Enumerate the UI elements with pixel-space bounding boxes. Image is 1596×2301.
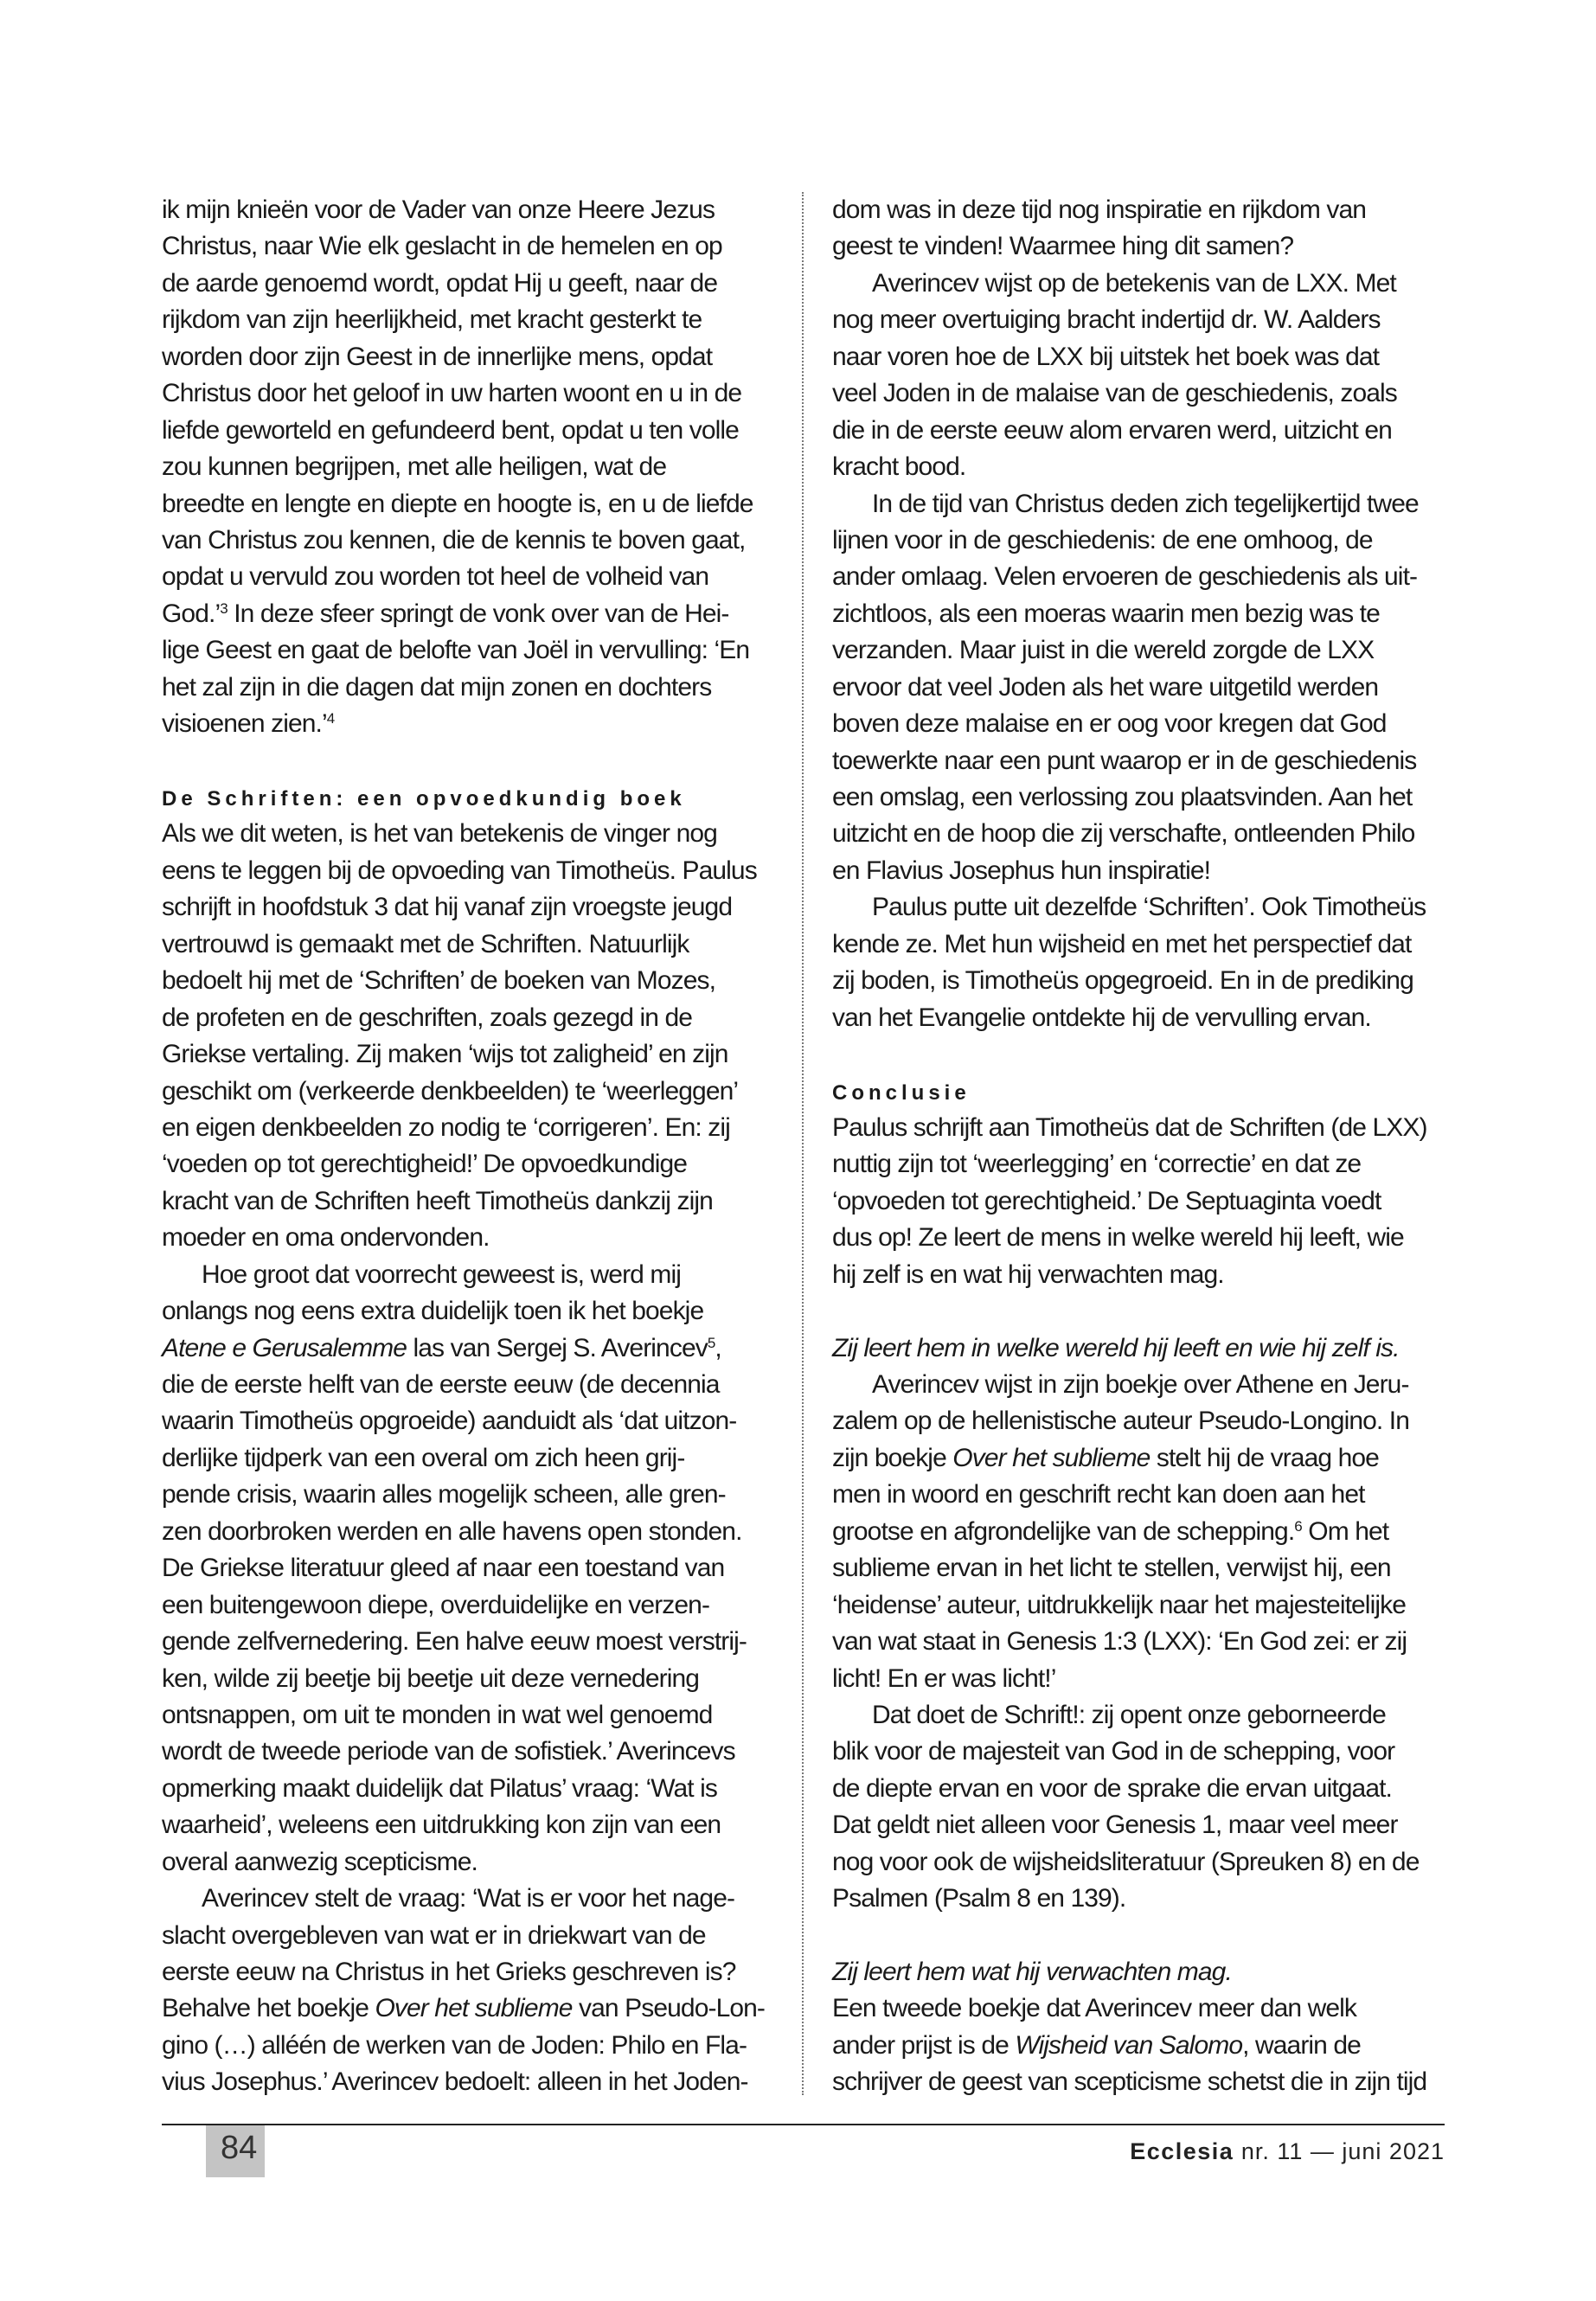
text-line	[832, 853, 1451, 889]
text-run: van Christus zou kennen, die de kennis te boven gaat,	[162, 525, 746, 554]
text-line	[162, 632, 780, 669]
text-line	[162, 2064, 780, 2100]
text-run: opmerking maakt duidelijk dat Pilatus’ vraag: ‘Wat is	[162, 1773, 718, 1803]
text-run: In de tijd van Christus deden zich tegelijkertijd twee	[872, 489, 1419, 518]
text-line	[832, 1734, 1451, 1770]
footnote-ref: 4	[326, 710, 335, 727]
text-run: men in woord en geschrift recht kan doen aan het	[832, 1480, 1365, 1509]
text-run: van het Evangelie ontdekte hij de vervulling ervan.	[832, 1003, 1371, 1032]
text-line	[832, 1661, 1451, 1697]
text-run: kende ze. Met hun wijsheid en met het perspectief dat	[832, 929, 1412, 958]
text-run: schrijver de geest van scepticisme schetst die in zijn tijd	[832, 2067, 1427, 2097]
text-line	[162, 1257, 780, 1293]
text-line	[832, 2064, 1451, 2100]
text-line	[832, 449, 1451, 485]
text-run: ‘opvoeden tot gerechtigheid.’ De Septuaginta voedt	[832, 1186, 1381, 1215]
text-run: lige Geest en gaat de belofte van Joël in vervulling: ‘En	[162, 636, 750, 665]
text-run: pende crisis, waarin alles mogelijk scheen, alle gren-	[162, 1480, 726, 1509]
text-run: een buitengewoon diepe, overduidelijke en verzen-	[162, 1590, 710, 1619]
text-run: Paulus putte uit dezelfde ‘Schriften’. Ook Timotheüs	[872, 893, 1426, 922]
text-line	[162, 596, 780, 632]
text-run: die in de eerste eeuw alom ervaren werd, uitzicht en	[832, 415, 1392, 445]
text-line	[832, 779, 1451, 816]
text-run: toewerkte naar een punt waarop er in de geschiedenis	[832, 746, 1417, 775]
text-line	[162, 559, 780, 595]
text-line	[162, 1330, 780, 1367]
text-line	[162, 228, 780, 265]
text-line	[162, 449, 780, 485]
italic-text: Zij leert hem in welke wereld hij leeft en wie hij zelf is.	[832, 1333, 1400, 1362]
text-line	[162, 413, 780, 449]
text-line	[832, 1881, 1451, 1917]
text-run: Christus, naar Wie elk geslacht in de hemelen en op	[162, 232, 722, 261]
footer-rule	[162, 2124, 1445, 2125]
text-run: het zal zijn in die dagen dat mijn zonen en dochters	[162, 672, 712, 702]
text-run: uitzicht en de hoop die zij verschafte, ontleenden Philo	[832, 819, 1415, 849]
text-line	[162, 1624, 780, 1660]
text-run: ander prijst is de	[832, 2030, 1016, 2060]
text-run: naar voren hoe de LXX bij uitstek het boek was dat	[832, 342, 1380, 371]
text-line	[162, 1881, 780, 1917]
text-line	[162, 1074, 780, 1110]
text-line	[162, 1734, 780, 1770]
heading-text: Conclusie	[832, 1080, 971, 1105]
text-line	[832, 1146, 1451, 1183]
text-run: moeder en oma ondervonden.	[162, 1223, 490, 1253]
text-line	[832, 192, 1451, 228]
text-line	[832, 1440, 1451, 1477]
text-line	[162, 1807, 780, 1843]
text-run: de aarde genoemd wordt, opdat Hij u geeft, naar de	[162, 268, 718, 298]
issue-info: nr. 11 — juni 2021	[1240, 2138, 1445, 2164]
text-line	[832, 1403, 1451, 1439]
text-run: de diepte ervan en voor de sprake die ervan uitgaat.	[832, 1773, 1392, 1803]
text-run: visioenen zien.’	[162, 709, 327, 739]
text-run: ‘voeden op tot gerechtigheid!’ De opvoedkundige	[162, 1150, 688, 1179]
text-run: wordt de tweede periode van de sofistiek.’ Averincevs	[162, 1737, 735, 1766]
text-line	[832, 1550, 1451, 1586]
text-run: Griekse vertaling. Zij maken ‘wijs tot zaligheid’ en zijn	[162, 1040, 728, 1069]
text-run: zou kunnen begrijpen, met alle heiligen, wat de	[162, 452, 667, 482]
text-line	[162, 1587, 780, 1624]
text-line	[832, 706, 1451, 742]
text-line	[832, 1918, 1451, 1954]
text-run: dus op! Ze leert de mens in welke wereld hij leeft, wie	[832, 1223, 1404, 1253]
text-line	[832, 596, 1451, 632]
text-run: kracht bood.	[832, 452, 966, 482]
text-run: Dat doet de Schrift!: zij opent onze geborneerde	[872, 1700, 1386, 1729]
text-line	[162, 1697, 780, 1734]
section-heading	[832, 1074, 1451, 1110]
text-line	[832, 413, 1451, 449]
text-run: een omslag, een verlossing zou plaatsvinden. Aan het	[832, 783, 1413, 811]
text-line	[162, 1550, 780, 1586]
text-run: grootse en afgrondelijke van de schepping.	[832, 1516, 1295, 1546]
italic-text: Over het sublieme	[375, 1994, 573, 2023]
text-run: Als we dit weten, is het van betekenis de vinger nog	[162, 819, 717, 849]
text-line	[832, 559, 1451, 595]
text-run: hij zelf is en wat hij verwachten mag.	[832, 1259, 1224, 1289]
text-run: Om het	[1301, 1516, 1389, 1546]
text-line	[162, 706, 780, 742]
text-line	[832, 1514, 1451, 1550]
text-line	[162, 816, 780, 852]
text-run: rijkdom van zijn heerlijkheid, met kracht gesterkt te	[162, 305, 702, 335]
text-line	[832, 1990, 1451, 2027]
text-line	[832, 1036, 1451, 1073]
text-run: zij boden, is Timotheüs opgegroeid. En in de prediking	[832, 966, 1413, 996]
text-line	[162, 192, 780, 228]
text-run: Behalve het boekje	[162, 1994, 375, 2023]
text-line	[162, 1036, 780, 1073]
text-run: ander omlaag. Velen ervoeren de geschiedenis als uit-	[832, 562, 1418, 592]
text-line	[832, 375, 1451, 412]
text-run: licht! En er was licht!’	[832, 1663, 1056, 1693]
text-line	[162, 926, 780, 963]
text-run: onlangs nog eens extra duidelijk toen ik het boekje	[162, 1297, 704, 1326]
text-line	[832, 1183, 1451, 1220]
text-run: geest te vinden! Waarmee hing dit samen?	[832, 232, 1294, 261]
text-run: Hoe groot dat voorrecht geweest is, werd mij	[202, 1259, 681, 1289]
text-line	[162, 1477, 780, 1513]
text-line	[832, 1624, 1451, 1660]
text-line	[832, 1954, 1451, 1990]
text-line	[162, 1403, 780, 1439]
text-line	[832, 1477, 1451, 1513]
text-line	[162, 1440, 780, 1477]
text-line	[162, 1954, 780, 1990]
heading-text: De Schriften: een opvoedkundig boek	[162, 787, 686, 811]
text-line	[162, 1000, 780, 1036]
text-run: liefde geworteld en gefundeerd bent, opdat u ten volle	[162, 415, 739, 445]
text-line	[162, 266, 780, 302]
text-line	[162, 1990, 780, 2027]
text-run: kracht van de Schriften heeft Timotheüs dankzij zijn	[162, 1186, 713, 1215]
text-run: van wat staat in Genesis 1:3 (LXX): ‘En God zei: er zij	[832, 1627, 1407, 1657]
text-run: vertrouwd is gemaakt met de Schriften. Natuurlijk	[162, 929, 689, 958]
text-run: zijn boekje	[832, 1443, 953, 1472]
text-line	[832, 1771, 1451, 1807]
text-run: geschikt om (verkeerde denkbeelden) te ‘weerleggen’	[162, 1076, 739, 1106]
italic-text: Wijsheid van Salomo	[1015, 2030, 1243, 2060]
text-run: verzanden. Maar juist in die wereld zorgde de LXX	[832, 636, 1375, 665]
text-run: derlijke tijdperk van een overal om zich heen grij-	[162, 1443, 685, 1472]
text-line	[832, 228, 1451, 265]
text-run: zichtloos, als een moeras waarin men bezig was te	[832, 599, 1380, 628]
text-line	[162, 743, 780, 779]
text-line	[832, 1844, 1451, 1881]
text-line	[162, 889, 780, 926]
text-run: ervoor dat veel Joden als het ware uitgetild werden	[832, 672, 1379, 702]
text-run: ik mijn knieën voor de Vader van onze Heere Jezus	[162, 195, 715, 224]
text-run: De Griekse literatuur gleed af naar een toestand van	[162, 1554, 725, 1583]
text-line	[162, 1183, 780, 1220]
section-heading	[162, 779, 780, 816]
text-line	[832, 926, 1451, 963]
text-run: ,	[715, 1333, 721, 1362]
text-line	[832, 1220, 1451, 1256]
text-run: sublieme ervan in het licht te stellen, verwijst hij, een	[832, 1554, 1391, 1583]
text-line	[832, 1367, 1451, 1403]
text-run: nuttig zijn tot ‘weerlegging’ en ‘correctie’ en dat ze	[832, 1150, 1362, 1179]
text-run: Psalmen (Psalm 8 en 139).	[832, 1884, 1126, 1913]
text-line	[832, 889, 1451, 926]
text-run: zen doorbroken werden en alle havens open stonden.	[162, 1516, 742, 1546]
text-line	[162, 1918, 780, 1954]
text-line	[832, 266, 1451, 302]
text-run: vius Josephus.’ Averincev bedoelt: alleen in het Joden-	[162, 2067, 748, 2097]
text-line	[832, 522, 1451, 559]
text-run: schrijft in hoofdstuk 3 dat hij vanaf zijn vroegste jeugd	[162, 893, 733, 922]
italic-text: Over het sublieme	[952, 1443, 1151, 1472]
text-line	[162, 1661, 780, 1697]
text-run: , waarin de	[1242, 2030, 1361, 2060]
text-run: lijnen voor in de geschiedenis: de ene omhoog, de	[832, 525, 1373, 554]
text-run: las van Sergej S. Averincev	[407, 1333, 708, 1362]
text-run: veel Joden in de malaise van de geschiedenis, zoals	[832, 379, 1397, 408]
text-run: blik voor de majesteit van God in de schepping, voor	[832, 1737, 1395, 1766]
text-line	[162, 1146, 780, 1183]
text-run: Averincev stelt de vraag: ‘Wat is er voor het nage-	[202, 1884, 735, 1913]
text-run: waarin Timotheüs opgroeide) aanduidt als ‘dat uitzon-	[162, 1407, 737, 1436]
text-run: In deze sfeer springt de vonk over van de Hei-	[227, 599, 729, 628]
text-run: en eigen denkbeelden zo nodig te ‘corrigeren’. En: zij	[162, 1112, 730, 1142]
text-run: die de eerste helft van de eerste eeuw (de decennia	[162, 1370, 720, 1399]
text-run: Paulus schrijft aan Timotheüs dat de Schriften (de LXX)	[832, 1112, 1427, 1142]
text-line	[832, 743, 1451, 779]
text-line	[832, 1000, 1451, 1036]
text-line	[162, 1110, 780, 1146]
footnote-ref: 6	[1294, 1517, 1302, 1535]
text-run: zalem op de hellenistische auteur Pseudo-Longino. In	[832, 1407, 1410, 1436]
text-run: Christus door het geloof in uw harten woont en u in de	[162, 379, 742, 408]
text-line	[162, 1367, 780, 1403]
text-run: slacht overgebleven van wat er in driekwart van de	[162, 1920, 706, 1950]
text-run: Een tweede boekje dat Averincev meer dan welk	[832, 1994, 1357, 2023]
text-line	[162, 486, 780, 522]
journal-name: Ecclesia	[1130, 2138, 1234, 2164]
text-run: breedte en lengte en diepte en hoogte is, en u de liefde	[162, 489, 753, 518]
text-line	[832, 486, 1451, 522]
text-line	[832, 670, 1451, 706]
text-run: eerste eeuw na Christus in het Grieks geschreven is?	[162, 1958, 736, 1986]
italic-text: Atene e Gerusalemme	[162, 1333, 407, 1362]
text-line	[832, 1697, 1451, 1734]
right-column	[832, 192, 1451, 2101]
text-line	[832, 2028, 1451, 2064]
text-line	[162, 1771, 780, 1807]
text-run: opdat u vervuld zou worden tot heel de volheid van	[162, 562, 709, 592]
text-line	[832, 1807, 1451, 1843]
text-line	[162, 375, 780, 412]
text-line	[162, 339, 780, 375]
text-run: Averincev wijst in zijn boekje over Athene en Jeru-	[872, 1370, 1409, 1399]
text-line	[832, 1293, 1451, 1330]
text-run: eens te leggen bij de opvoeding van Timotheüs. Paulus	[162, 856, 757, 885]
page-number: 84	[221, 2130, 258, 2166]
text-line	[162, 2028, 780, 2064]
text-line	[162, 963, 780, 999]
text-line	[162, 1514, 780, 1550]
italic-text: Zij leert hem wat hij verwachten mag.	[832, 1958, 1232, 1986]
text-run: en Flavius Josephus hun inspiratie!	[832, 856, 1211, 885]
text-run: nog meer overtuiging bracht indertijd dr. W. Aalders	[832, 305, 1381, 335]
text-run: ken, wilde zij beetje bij beetje uit deze vernedering	[162, 1663, 700, 1693]
text-line	[832, 632, 1451, 669]
text-run: waarheid’, weleens een uitdrukking kon zijn van een	[162, 1811, 721, 1840]
text-run: dom was in deze tijd nog inspiratie en rijkdom van	[832, 195, 1367, 224]
text-run: ‘heidense’ auteur, uitdrukkelijk naar het majesteitelijke	[832, 1590, 1406, 1619]
text-run: God.’	[162, 599, 221, 628]
footnote-ref: 5	[707, 1334, 715, 1351]
footer-issue	[1130, 2138, 1445, 2165]
text-run: stelt hij de vraag hoe	[1150, 1443, 1379, 1472]
text-run: de profeten en de geschriften, zoals gezegd in de	[162, 1003, 693, 1032]
column-divider	[802, 192, 804, 2095]
footnote-ref: 3	[220, 599, 228, 617]
text-line	[162, 522, 780, 559]
text-line	[162, 302, 780, 338]
text-run: gino (…) alléén de werken van de Joden: Philo en Fla-	[162, 2030, 747, 2060]
text-run: worden door zijn Geest in de innerlijke mens, opdat	[162, 342, 713, 371]
text-line	[162, 1844, 780, 1881]
text-line	[162, 1293, 780, 1330]
text-run: Averincev wijst op de betekenis van de LXX. Met	[872, 268, 1396, 298]
text-line	[832, 816, 1451, 852]
text-run: Dat geldt niet alleen voor Genesis 1, maar veel meer	[832, 1811, 1398, 1840]
text-line	[832, 339, 1451, 375]
text-line	[832, 963, 1451, 999]
text-line	[162, 1220, 780, 1256]
text-line	[832, 1110, 1451, 1146]
text-run: gende zelfvernedering. Een halve eeuw moest verstrij-	[162, 1627, 747, 1657]
text-line	[832, 1257, 1451, 1293]
text-run: van Pseudo-Lon-	[572, 1994, 766, 2023]
text-run: ontsnappen, om uit te monden in wat wel genoemd	[162, 1700, 713, 1729]
text-run: nog voor ook de wijsheidsliteratuur (Spreuken 8) en de	[832, 1847, 1420, 1876]
left-column	[162, 192, 780, 2101]
text-line	[832, 1330, 1451, 1367]
text-line	[832, 302, 1451, 338]
text-run: boven deze malaise en er oog voor kregen dat God	[832, 709, 1387, 739]
text-line	[832, 1587, 1451, 1624]
text-run: bedoelt hij met de ‘Schriften’ de boeken van Mozes,	[162, 966, 716, 996]
text-line	[162, 853, 780, 889]
text-line	[162, 670, 780, 706]
text-run: overal aanwezig scepticisme.	[162, 1847, 478, 1876]
